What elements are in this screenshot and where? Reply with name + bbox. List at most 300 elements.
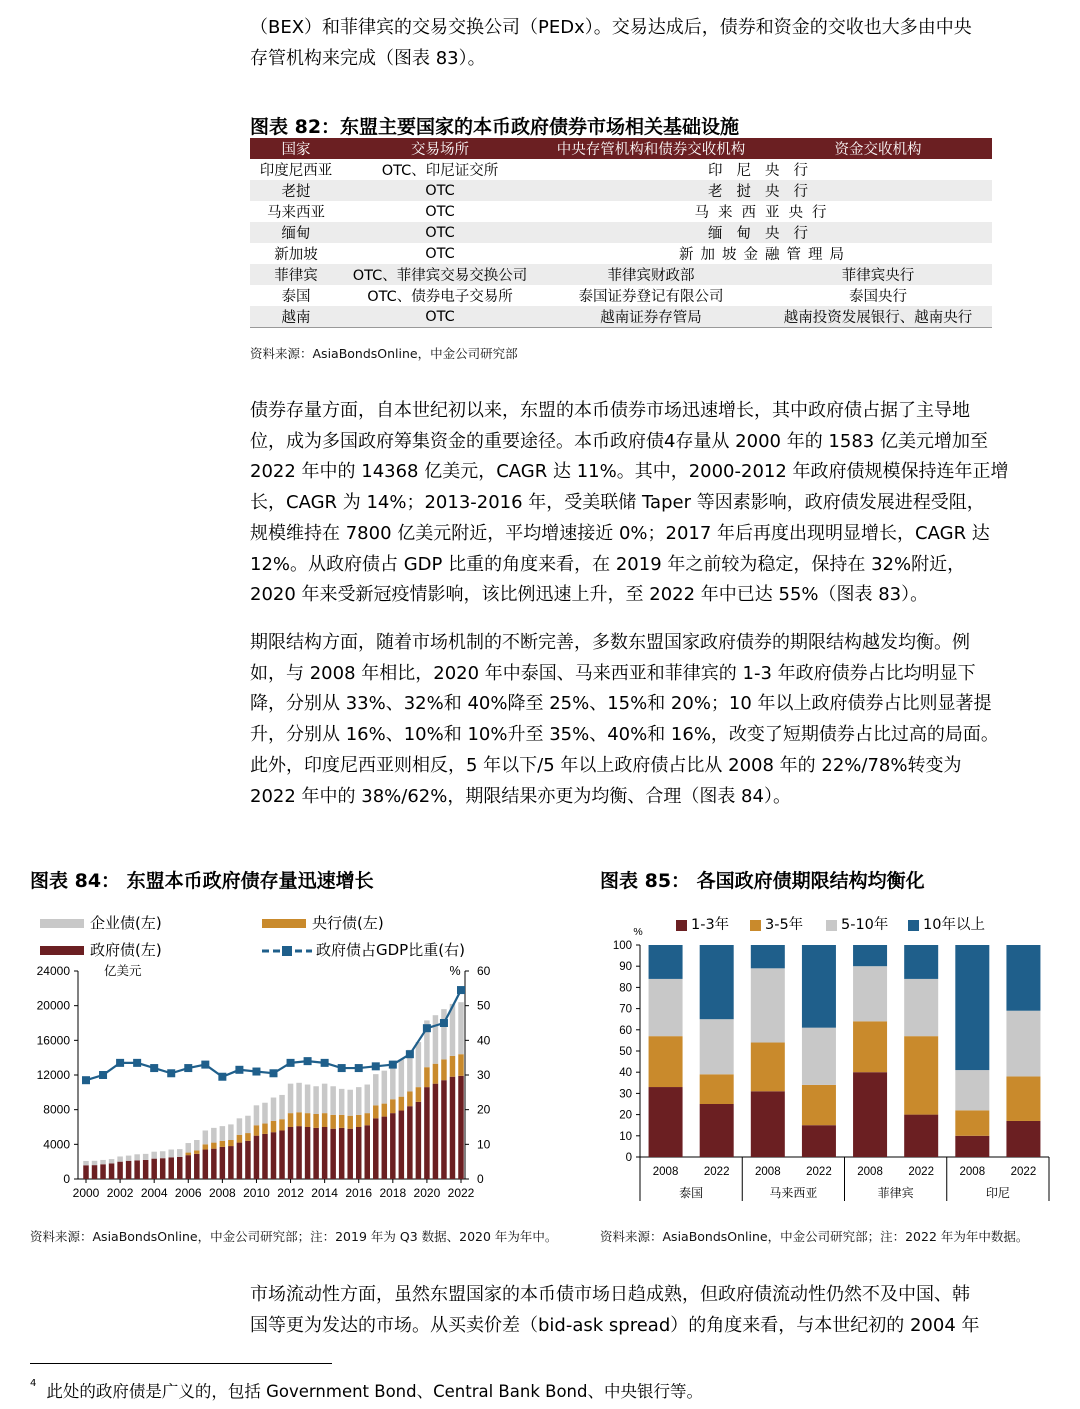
bar-segment-1	[904, 1115, 938, 1157]
x-tick-label: 2000	[72, 1186, 100, 1200]
x-tick-label: 2022	[908, 1166, 934, 1178]
table-row	[250, 201, 992, 222]
x-tick-label: 2008	[959, 1166, 986, 1178]
legend-label: 企业债(左)	[90, 914, 162, 932]
corp-bar	[262, 1103, 268, 1124]
corp-bar	[399, 1059, 405, 1096]
gov-bar	[109, 1163, 115, 1179]
text-line: 规模维持在 7800 亿美元附近，平均增速接近 0%；2017 年后再度出现明显增长，CAGR 达	[250, 522, 990, 544]
gov-bar	[177, 1157, 183, 1179]
ratio-point	[457, 986, 465, 994]
text-line: 期限结构方面，随着市场机制的不断完善，多数东盟国家政府债券的期限结构越发均衡。例	[250, 632, 970, 653]
ratio-point	[99, 1071, 107, 1079]
gov-bar	[433, 1084, 439, 1179]
cb-bar	[416, 1087, 422, 1102]
gov-bar	[134, 1160, 140, 1179]
y-tick-label: 40	[619, 1067, 632, 1080]
cell-venue: OTC	[342, 222, 538, 243]
corp-bar	[211, 1128, 217, 1143]
gov-bar	[356, 1127, 362, 1179]
x-tick-label: 2010	[243, 1186, 270, 1200]
bar-segment-1	[649, 1087, 683, 1157]
corp-bar	[117, 1156, 123, 1161]
x-tick-label: 2022	[703, 1166, 730, 1178]
cell-venue: OTC、菲律宾交易交换公司	[342, 264, 538, 285]
corp-bar	[339, 1089, 345, 1115]
right-tick-label: 60	[477, 964, 491, 978]
corp-bar	[237, 1118, 243, 1134]
text-line: 12%。从政府债占 GDP 比重的角度来看，在 2019 年之前较为稳定，保持在 32%附近，	[250, 553, 966, 575]
corp-bar	[83, 1161, 89, 1165]
footnote-mark: 4	[30, 1378, 37, 1389]
corp-bar	[186, 1143, 192, 1153]
ratio-point	[423, 1024, 431, 1032]
gov-bar	[220, 1147, 226, 1179]
paragraph-bond-stock	[250, 396, 1060, 611]
x-tick-label: 2022	[447, 1186, 475, 1200]
gov-bar	[365, 1125, 371, 1179]
y-tick-label: 30	[619, 1088, 632, 1101]
right-unit-label: %	[449, 964, 461, 978]
text-line: 国等更为发达的市场。从买卖价差（bid-ask spread）的角度来看，与本世纪初的 2004 年	[250, 1314, 980, 1336]
cell-country: 印度尼西亚	[259, 163, 333, 179]
bar-segment-1	[1006, 1121, 1040, 1157]
bar-segment-3	[700, 1019, 734, 1074]
bar-segment-4	[751, 945, 785, 968]
gov-bar	[126, 1161, 132, 1179]
corp-bar	[458, 1002, 464, 1054]
corp-bar	[271, 1098, 277, 1121]
bar-segment-2	[751, 1043, 785, 1092]
table-row	[250, 159, 992, 180]
cb-bar	[228, 1140, 234, 1146]
header-venue: 交易场所	[342, 138, 538, 159]
cell-csd: 越南证券存管局	[538, 306, 764, 328]
cb-bar	[313, 1114, 319, 1128]
bar-segment-2	[1006, 1076, 1040, 1121]
table-row	[250, 306, 992, 328]
cell-venue: OTC、印尼证交所	[381, 163, 499, 179]
gov-bar	[407, 1106, 413, 1179]
bar-segment-2	[904, 1036, 938, 1114]
corp-bar	[254, 1105, 259, 1125]
y-tick-label: 20	[619, 1109, 632, 1122]
cell-cash: 越南投资发展银行、越南央行	[764, 306, 992, 328]
left-unit-label: 亿美元	[104, 964, 142, 978]
cell-country: 新加坡	[274, 247, 318, 263]
bar-segment-1	[700, 1104, 734, 1157]
group-label: 印尼	[985, 1186, 1010, 1200]
cb-bar	[330, 1115, 336, 1129]
left-tick-label: 20000	[36, 998, 70, 1013]
corp-bar	[245, 1116, 251, 1133]
corp-bar	[288, 1084, 294, 1113]
corp-bar	[160, 1151, 166, 1158]
y-tick-label: 50	[619, 1046, 632, 1058]
ratio-point	[338, 1064, 346, 1072]
bar-segment-4	[904, 945, 938, 979]
bar-segment-2	[649, 1036, 683, 1087]
gov-bar	[347, 1129, 353, 1179]
unit-label: %	[633, 926, 643, 938]
gov-bar	[399, 1111, 405, 1179]
gov-bar	[151, 1159, 157, 1179]
corp-bar	[228, 1124, 234, 1140]
text-line: 2022 年中的 38%/62%，期限结果亦更为均衡、合理（图表 84）。	[250, 785, 791, 807]
y-tick-label: 90	[619, 961, 632, 974]
cell-venue: OTC	[425, 203, 455, 220]
text-line: 升，分别从 16%、10%和 10%升至 35%、40%和 16%，改变了短期债券占比过高的局面。	[250, 724, 999, 746]
cb-bar	[186, 1153, 192, 1156]
ratio-point	[355, 1064, 363, 1072]
x-tick-label: 2022	[1010, 1166, 1037, 1178]
text-line: 位，成为多国政府筹集资金的重要途径。本币政府债4存量从 2000 年的 1583 亿美元增加至	[250, 430, 988, 452]
corp-bar	[313, 1086, 319, 1114]
figure-85-chart	[600, 925, 1060, 1210]
corp-bar	[433, 1015, 439, 1064]
gov-bar	[271, 1132, 277, 1179]
right-tick-label: 0	[477, 1172, 484, 1186]
text-line: 债券存量方面，自本世纪初以来，东盟的本币债券市场迅速增长，其中政府债占据了主导地	[250, 400, 970, 421]
x-tick-label: 2006	[174, 1186, 202, 1200]
corp-bar	[126, 1156, 132, 1161]
left-tick-label: 12000	[36, 1068, 70, 1082]
corp-bar	[382, 1071, 388, 1104]
table-row	[250, 180, 992, 201]
group-label: 马来西亚	[769, 1186, 818, 1200]
text-line: 长，CAGR 为 14%；2013-2016 年，受美联储 Taper 等因素影响，政府债发展进程受阻，	[250, 492, 985, 514]
text-line: 此外，印度尼西亚则相反，5 年以下/5 年以上政府债占比从 2008 年的 22%/78%转变为	[250, 754, 962, 776]
ratio-point	[389, 1061, 397, 1069]
ratio-point	[218, 1073, 226, 1081]
ratio-point	[167, 1069, 175, 1077]
x-tick-label: 2008	[652, 1166, 679, 1178]
cb-bar	[288, 1113, 294, 1127]
legend-swatch	[40, 919, 84, 928]
corp-bar	[143, 1154, 149, 1160]
corp-bar	[365, 1085, 371, 1114]
corp-bar	[322, 1084, 328, 1113]
figure-85-title: 图表 85： 各国政府债期限结构均衡化	[600, 870, 925, 892]
cb-bar	[254, 1125, 259, 1135]
header-cash: 资金交收机构	[764, 138, 992, 159]
gov-bar	[194, 1154, 200, 1179]
bar-segment-4	[700, 945, 734, 1019]
cb-bar	[245, 1133, 251, 1141]
x-tick-label: 2008	[209, 1186, 236, 1200]
footnote-text: 此处的政府债是广义的，包括 Government Bond、Central Bank Bond、中央银行等。	[46, 1382, 703, 1401]
bar-segment-2	[955, 1110, 989, 1135]
corp-bar	[330, 1086, 336, 1115]
intro-paragraph	[250, 13, 1060, 74]
header-country: 国家	[250, 138, 342, 159]
text-line: 如，与 2008 年相比，2020 年中泰国、马来西亚和菲律宾的 1-3 年政府债券占比均明显下	[250, 662, 976, 684]
cb-bar	[433, 1064, 439, 1084]
gov-bar	[313, 1128, 319, 1179]
header-csd: 中央存管机构和债券交收机构	[538, 138, 764, 159]
ratio-point	[184, 1064, 192, 1072]
figure-84-source: 资料来源：AsiaBondsOnline，中金公司研究部；注：2019 年为 Q3 数据、2020 年为年中。	[30, 1229, 558, 1244]
bar-segment-3	[904, 979, 938, 1036]
ratio-point	[116, 1059, 124, 1067]
cb-bar	[441, 1059, 447, 1080]
cb-bar	[211, 1143, 217, 1149]
cb-bar	[220, 1141, 226, 1147]
footnote-divider	[30, 1363, 332, 1364]
corp-bar	[296, 1083, 302, 1112]
gov-bar	[245, 1141, 251, 1179]
bar-segment-1	[802, 1125, 836, 1157]
cb-bar	[458, 1054, 464, 1076]
left-tick-label: 4000	[43, 1137, 70, 1152]
cell-merged: 新加坡金融管理局	[679, 247, 851, 263]
cell-country: 越南	[250, 306, 342, 328]
cb-bar	[399, 1097, 405, 1111]
x-tick-label: 2008	[755, 1166, 781, 1178]
y-tick-label: 10	[619, 1130, 632, 1143]
cell-venue: OTC	[342, 180, 538, 201]
cb-bar	[296, 1112, 302, 1126]
y-tick-label: 80	[619, 982, 632, 995]
corp-bar	[109, 1159, 115, 1163]
corp-bar	[168, 1150, 174, 1158]
corp-bar	[100, 1160, 106, 1164]
gov-bar	[416, 1102, 422, 1179]
ratio-point	[304, 1057, 312, 1065]
legend-swatch	[40, 946, 84, 955]
gov-bar	[254, 1136, 259, 1179]
cell-csd: 泰国证券登记有限公司	[578, 289, 724, 305]
corp-bar	[347, 1090, 353, 1116]
cell-country: 老挝	[250, 180, 342, 201]
y-tick-label: 60	[619, 1024, 632, 1037]
corp-bar	[203, 1130, 209, 1144]
ratio-point	[150, 1064, 158, 1072]
gov-bar	[100, 1164, 106, 1179]
cell-country: 泰国	[281, 289, 311, 305]
bar-segment-2	[802, 1085, 836, 1125]
paragraph-liquidity	[250, 1280, 1060, 1341]
gov-bar	[186, 1155, 192, 1179]
cb-bar	[322, 1113, 328, 1127]
bar-segment-4	[802, 945, 836, 1028]
gov-bar	[117, 1162, 123, 1179]
ratio-point	[406, 1050, 414, 1058]
gov-bar	[305, 1127, 311, 1179]
corp-bar	[134, 1154, 140, 1160]
left-tick-label: 16000	[36, 1033, 70, 1048]
cb-bar	[347, 1116, 353, 1129]
x-tick-label: 2018	[379, 1186, 407, 1200]
bar-segment-3	[649, 979, 683, 1036]
table-row	[250, 264, 992, 285]
gov-bar	[211, 1149, 217, 1179]
gov-bar	[279, 1130, 285, 1179]
gov-bar	[143, 1160, 149, 1179]
text-line: 2022 年中的 14368 亿美元，CAGR 达 11%。其中，2000-2012 年政府债规模保持连年正增	[250, 461, 1009, 483]
x-tick-label: 2014	[311, 1186, 338, 1200]
ratio-point	[133, 1059, 141, 1067]
cell-merged: 马来西亚央行	[694, 205, 836, 221]
ratio-point	[201, 1061, 209, 1069]
figure-84-chart	[20, 955, 500, 1205]
gov-bar	[83, 1165, 89, 1179]
figure-84-title: 图表 84： 东盟本币政府债存量迅速增长	[30, 870, 374, 892]
gov-bar	[168, 1157, 174, 1179]
gov-bar	[382, 1117, 388, 1179]
ratio-line	[86, 990, 461, 1080]
corp-bar	[279, 1095, 285, 1119]
cell-country: 菲律宾	[250, 264, 342, 285]
legend-label: 央行债(左)	[312, 914, 384, 932]
cb-bar	[203, 1144, 209, 1149]
figure-82-source: 资料来源：AsiaBondsOnline，中金公司研究部	[250, 346, 518, 361]
x-tick-label: 2020	[413, 1186, 441, 1200]
text-line: 2020 年来受新冠疫情影响，该比例迅速上升，至 2022 年中已达 55%（图表 83）。	[250, 584, 929, 606]
bar-segment-4	[649, 945, 683, 979]
cb-bar	[262, 1124, 268, 1134]
cb-bar	[407, 1091, 413, 1106]
text-line: 市场流动性方面，虽然东盟国家的本币债市场日趋成熟，但政府债流动性仍然不及中国、韩	[250, 1284, 970, 1305]
corp-bar	[390, 1064, 396, 1100]
legend-label: 5-10年	[841, 917, 889, 933]
cell-csd: 菲律宾财政部	[538, 264, 764, 285]
legend-label: 1-3年	[691, 917, 730, 933]
y-tick-label: 0	[625, 1152, 632, 1164]
cb-bar	[237, 1135, 243, 1143]
cell-country: 缅甸	[250, 222, 342, 243]
table-row	[250, 285, 992, 306]
cb-bar	[271, 1121, 277, 1132]
figure-82-title: 图表 82：东盟主要国家的本币政府债券市场相关基础设施	[250, 116, 740, 138]
cb-bar	[194, 1150, 200, 1153]
cell-venue: OTC、债券电子交易所	[367, 289, 513, 305]
bar-segment-4	[853, 945, 887, 966]
x-tick-label: 2008	[857, 1166, 883, 1178]
legend-label: 政府债(左)	[90, 941, 162, 959]
gov-bar	[228, 1146, 234, 1179]
gov-bar	[203, 1150, 209, 1179]
cb-bar	[365, 1113, 371, 1125]
figure-85-source: 资料来源：AsiaBondsOnline，中金公司研究部；注：2022 年为年中数据。	[600, 1229, 1029, 1244]
left-tick-label: 8000	[43, 1102, 70, 1117]
left-tick-label: 0	[63, 1172, 70, 1186]
cell-cash: 泰国央行	[849, 289, 907, 305]
cell-merged: 印尼央行	[708, 163, 822, 179]
legend-label: 3-5年	[765, 917, 804, 933]
legend-swatch	[262, 919, 306, 928]
group-label: 菲律宾	[877, 1186, 914, 1200]
text-line: 存管机构来完成（图表 83）。	[250, 47, 486, 69]
corp-bar	[194, 1140, 200, 1150]
group-label: 泰国	[679, 1186, 704, 1200]
bar-segment-2	[700, 1074, 734, 1104]
gov-bar	[322, 1127, 328, 1179]
cell-cash: 菲律宾央行	[764, 264, 992, 285]
right-tick-label: 10	[477, 1137, 491, 1152]
ratio-point	[235, 1066, 243, 1074]
cb-bar	[450, 1056, 456, 1077]
gov-bar	[92, 1165, 98, 1179]
gov-bar	[288, 1127, 294, 1179]
gov-bar	[160, 1158, 166, 1179]
cell-country: 马来西亚	[267, 205, 325, 221]
gov-bar	[424, 1087, 430, 1179]
corp-bar	[441, 1009, 447, 1059]
corp-bar	[373, 1074, 379, 1105]
corp-bar	[220, 1126, 226, 1141]
ratio-point	[440, 1019, 448, 1027]
legend-cb	[262, 912, 384, 933]
ratio-point	[287, 1059, 295, 1067]
ratio-point	[321, 1059, 329, 1067]
x-tick-label: 2022	[806, 1166, 832, 1178]
cb-bar	[356, 1115, 362, 1127]
bar-segment-3	[853, 966, 887, 1021]
ratio-point	[270, 1069, 278, 1077]
gov-bar	[450, 1077, 456, 1179]
table-row	[250, 243, 992, 264]
cb-bar	[305, 1113, 311, 1127]
bar-segment-4	[1006, 945, 1040, 1011]
y-tick-label: 100	[612, 940, 632, 952]
text-line: 降，分别从 33%、32%和 40%降至 25%、15%和 20%；10 年以上政府债券占比则显著提	[250, 693, 992, 715]
cell-merged: 缅甸央行	[538, 222, 992, 243]
corp-bar	[356, 1087, 362, 1115]
corp-bar	[151, 1152, 157, 1159]
gov-bar	[458, 1076, 464, 1179]
cell-venue: OTC	[425, 245, 455, 262]
corp-bar	[305, 1085, 311, 1114]
x-tick-label: 2012	[277, 1186, 304, 1200]
right-tick-label: 50	[477, 998, 491, 1013]
bar-segment-3	[802, 1028, 836, 1085]
legend-label: 政府债占GDP比重(右)	[316, 941, 465, 959]
bar-segment-3	[1006, 1011, 1040, 1077]
x-tick-label: 2002	[106, 1186, 134, 1200]
cell-venue: OTC	[342, 306, 538, 328]
x-tick-label: 2016	[345, 1186, 373, 1200]
gov-bar	[296, 1126, 302, 1179]
bar-segment-3	[751, 968, 785, 1042]
text-line: （BEX）和菲律宾的交易交换公司（PEDx）。交易达成后，债券和资金的交收也大多由中央	[250, 17, 972, 38]
corp-bar	[177, 1149, 183, 1157]
cb-bar	[373, 1105, 379, 1118]
legend-label: 10年以上	[923, 917, 985, 933]
bar-segment-1	[751, 1091, 785, 1157]
paragraph-maturity	[250, 628, 1060, 812]
bar-segment-4	[955, 945, 989, 1070]
x-tick-label: 2004	[140, 1186, 168, 1200]
cb-bar	[279, 1119, 285, 1130]
cb-bar	[382, 1104, 388, 1117]
table-header-row	[250, 138, 992, 159]
cb-bar	[390, 1099, 396, 1113]
gov-bar	[390, 1113, 396, 1179]
gov-bar	[339, 1128, 345, 1179]
y-tick-label: 70	[619, 1003, 632, 1016]
ratio-point	[82, 1076, 90, 1084]
bar-segment-2	[853, 1021, 887, 1072]
bar-segment-3	[955, 1070, 989, 1110]
gov-bar	[237, 1143, 243, 1179]
cb-bar	[424, 1067, 430, 1087]
gov-bar	[262, 1134, 268, 1179]
right-tick-label: 40	[477, 1033, 491, 1048]
bar-segment-1	[853, 1072, 887, 1157]
cell-merged: 老挝央行	[538, 180, 992, 201]
ratio-point	[252, 1068, 260, 1076]
